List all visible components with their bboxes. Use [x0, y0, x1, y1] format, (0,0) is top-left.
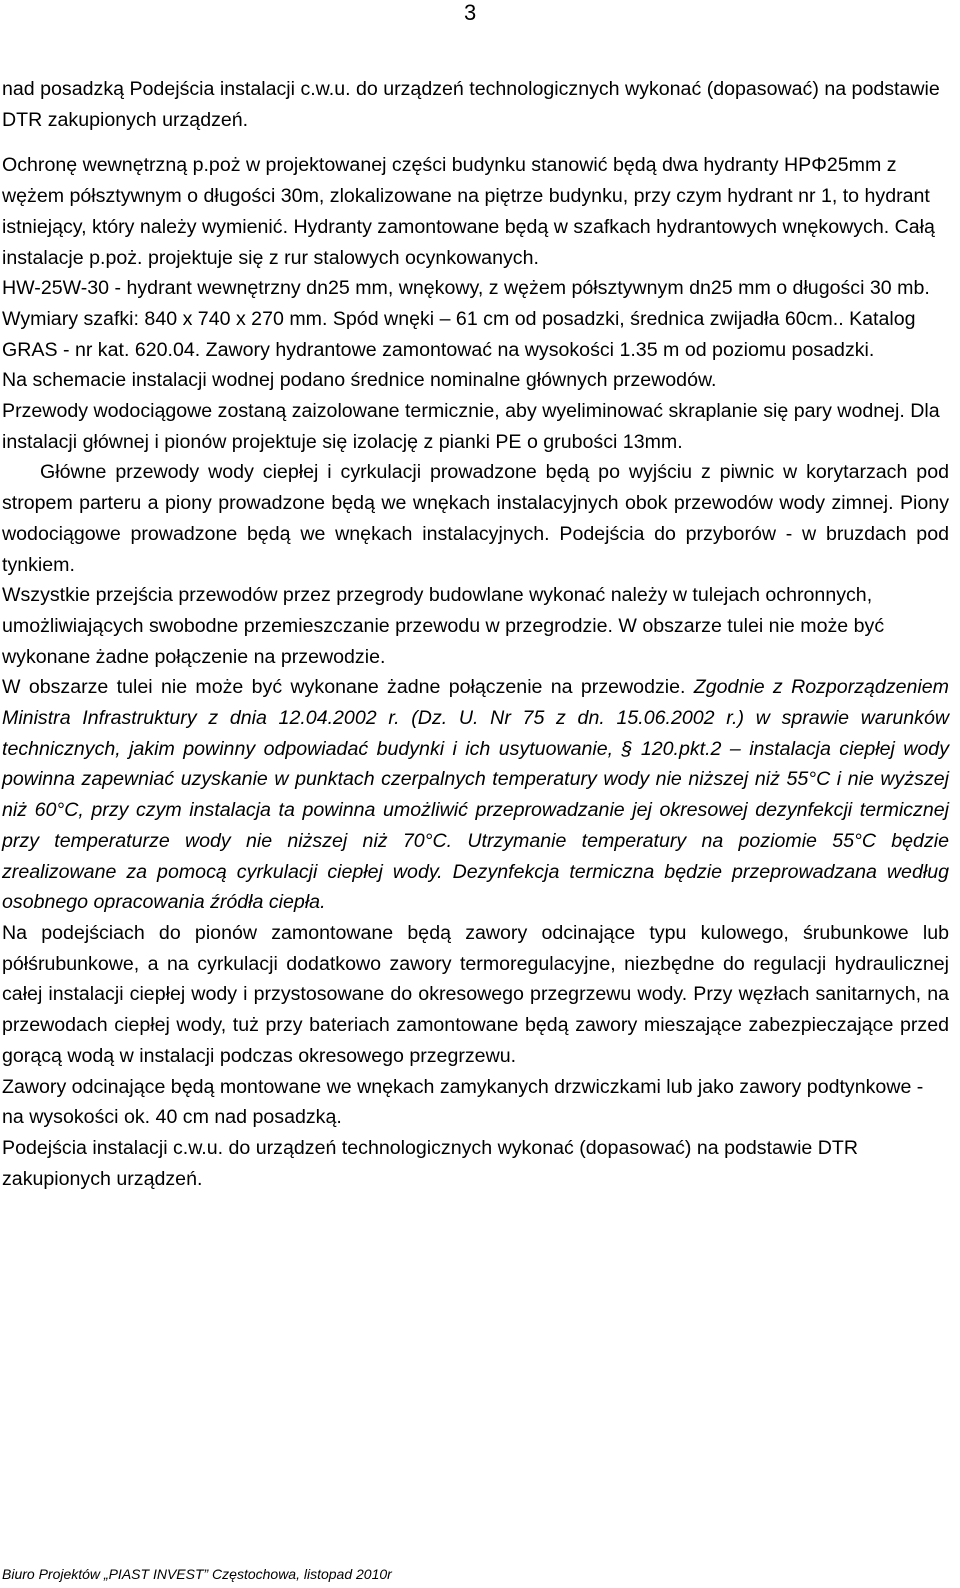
- paragraph-sleeves: Wszystkie przejścia przewodów przez przegrody budowlane wykonać należy w tulejach ochronnych, umożliwiających swobodne przemieszczanie przewodu w przegrodzie. W obszarze tulei nie może być wykonane żadne połączenie na przewodzie.: [2, 584, 885, 668]
- page-footer: Biuro Projektów „PIAST INVEST” Częstochowa, listopad 2010r: [2, 1566, 392, 1582]
- paragraph-insulation: Przewody wodociągowe zostaną zaizolowane termicznie, aby wyeliminować skraplanie się pary wodnej. Dla instalacji głównej i pionów projektuje się izolację z pianki PE o grubości 13mm.: [2, 400, 940, 453]
- regulation-lead-text: W obszarze tulei nie może być wykonane żadne połączenie na przewodzie.: [2, 676, 694, 699]
- page-number: 3: [464, 0, 477, 25]
- paragraph-fire-protection: Ochronę wewnętrzną p.poż w projektowanej części budynku stanowić będą dwa hydranty HPΦ25mm z wężem półsztywnym o długości 30m, zlokalizowane na piętrze budynku, przy czym hydrant nr 1, to hydrant istniejący, który należy wymienić. Hydranty zamontowane będą w szafkach hydrantowych wnękowych. Całą instalacje p.poż. projektuje się z rur stalowych ocynkowanych.: [2, 154, 935, 269]
- paragraph-regulation: [2, 672, 949, 918]
- paragraph-cwu-intro: nad posadzką Podejścia instalacji c.w.u. do urządzeń technologicznych wykonać (dopasować) na podstawie DTR zakupionych urządzeń.: [2, 78, 940, 131]
- regulation-quote: Zgodnie z Rozporządzeniem Ministra Infrastruktury z dnia 12.04.2002 r. (Dz. U. Nr 75 z dn. 15.06.2002 r.) w sprawie warunków technicznych, jakim powinny odpowiadać budynki i ich usytuowanie, § 120.pkt.2 – instalacja ciepłej wody powinna zapewniać uzyskanie w punktach czerpalnych temperatury wody nie niższej niż 55°C i nie wyższej niż 60°C, przy czym instalacja ta powinna umożliwić przeprowadzanie jej okresowej dezynfekcji termicznej przy temperaturze wody nie niższej niż 70°C. Utrzymanie temperatury na poziomie 55°C będzie zrealizowane za pomocą cyrkulacji ciepłej wody. Dezynfekcja termiczna będzie przeprowadzana według osobnego opracowania źródła ciepła.: [2, 676, 949, 914]
- paragraph-schematic-note: Na schemacie instalacji wodnej podano średnice nominalne głównych przewodów.: [2, 369, 717, 392]
- paragraph-main-pipes: Główne przewody wody ciepłej i cyrkulacji prowadzone będą po wyjściu z piwnic w korytarzach pod stropem parteru a piony prowadzone będą we wnękach instalacyjnych obok przewodów wody zimnej. Piony wodociągowe prowadzone będą we wnękach instalacyjnych. Podejścia do przyborów - w bruzdach pod tynkiem.: [2, 461, 949, 576]
- paragraph-cwu-closing: Podejścia instalacji c.w.u. do urządzeń technologicznych wykonać (dopasować) na podstawie DTR zakupionych urządzeń.: [2, 1136, 859, 1190]
- paragraph-valve-mounting: Zawory odcinające będą montowane we wnękach zamykanych drzwiczkami lub jako zawory podtynkowe - na wysokości ok. 40 cm nad posadzką.: [2, 1075, 924, 1129]
- paragraph-valves: Na podejściach do pionów zamontowane będą zawory odcinające typu kulowego, śrubunkowe lub półśrubunkowe, a na cyrkulacji dodatkowo zawory termoregulacyjne, niezbędne do regulacji hydraulicznej całej instalacji ciepłej wody i przystosowane do okresowego przegrzewu wody. Przy węzłach sanitarnych, na przewodach ciepłej wody, tuż przy bateriach zamontowane będą zawory mieszające zabezpieczające przed gorącą wodą w instalacji podczas okresowego przegrzewu.: [2, 921, 949, 1067]
- document-body: [2, 74, 949, 1194]
- paragraph-hydrant-spec: HW-25W-30 - hydrant wewnętrzny dn25 mm, wnękowy, z wężem półsztywnym dn25 mm o długości 30 mb. Wymiary szafki: 840 x 740 x 270 mm. Spód wnęki – 61 cm od posadzki, średnica zwijadła 60cm.. Katalog GRAS - nr kat. 620.04. Zawory hydrantowe zamontować na wysokości 1.35 m od poziomu posadzki.: [2, 277, 930, 361]
